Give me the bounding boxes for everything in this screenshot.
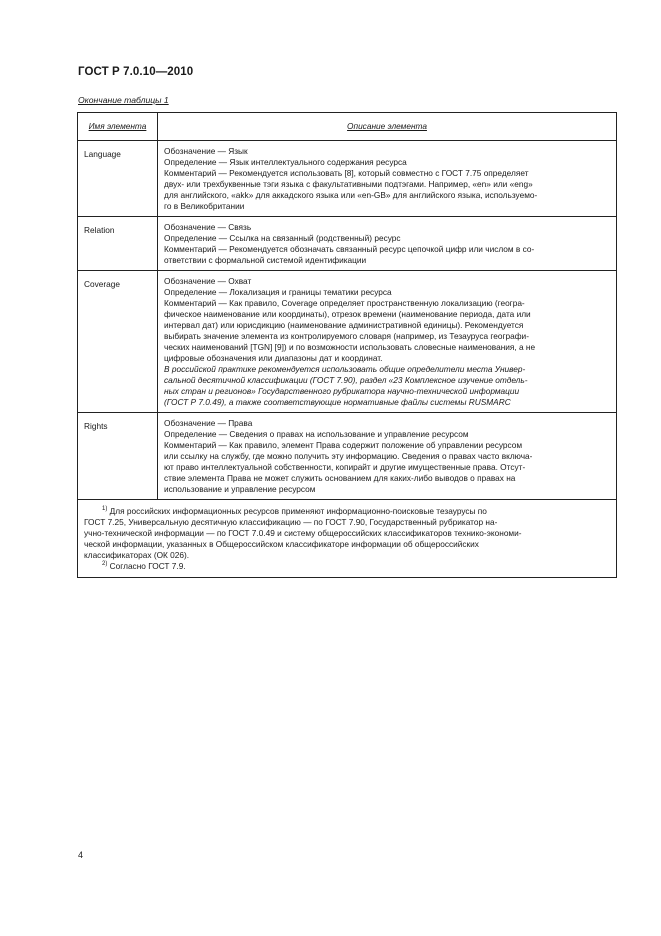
element-description — [158, 271, 617, 413]
elements-table — [77, 112, 617, 578]
description-line: Комментарий — Рекомендуется использовать [8], который совместно с ГОСТ 7.75 определяет — [164, 168, 529, 178]
footnote-text-line: ческой информации, указанных в Общероссийском классификаторе информации об общероссийских — [84, 539, 479, 549]
description-line: ют право интеллектуальной собственности, копирайт и другие имущественные права. Отсут- — [164, 462, 526, 472]
table-row — [78, 413, 617, 500]
footnote-marker: 1) — [102, 506, 108, 513]
description-line: Определение — Сведения о правах на использование и управление ресурсом — [164, 429, 469, 439]
footnote-2 — [84, 561, 611, 572]
element-name: Rights — [78, 413, 158, 500]
footnote-marker: 2) — [102, 561, 108, 568]
description-line: или ссылку на службу, где можно получить эту информацию. Сведения о правах часто включа- — [164, 451, 533, 461]
element-name: Language — [78, 141, 158, 217]
document-header: ГОСТ Р 7.0.10—2010 — [78, 66, 194, 78]
page-number: 4 — [78, 850, 84, 860]
footnote-text-line: классификаторах (ОК 026). — [84, 550, 190, 560]
footnotes — [78, 500, 617, 578]
table-caption: Окончание таблицы 1 — [78, 95, 169, 105]
description-line: го в Великобритании — [164, 201, 245, 211]
element-description — [158, 141, 617, 217]
footnote-text-line: учно-технической информации — по ГОСТ 7.0.49 и систему общероссийских классификаторов технико-экономи- — [84, 528, 522, 538]
column-header-description: Описание элемента — [158, 113, 617, 141]
description-line: ствие элемента Права не может служить основанием для каких-либо выводов о правах на — [164, 473, 516, 483]
description-line: Обозначение — Права — [164, 418, 253, 428]
footnote-text-line: Для российских информационных ресурсов применяют информационно-поисковые тезаурусы по — [109, 506, 487, 516]
russian-practice-line: В российской практике рекомендуется использовать общие определители места Универ- — [164, 364, 526, 374]
table-row — [78, 271, 617, 413]
footnote-text-line: ГОСТ 7.25, Универсальную десятичную классификацию — по ГОСТ 7.90, Государственный рубрикатор на- — [84, 517, 498, 527]
table-row — [78, 217, 617, 271]
russian-practice-line: (ГОСТ Р 7.0.49), а также соответствующие нормативные файлы системы RUSMARC — [164, 397, 511, 407]
footnote-text-line: Согласно ГОСТ 7.9. — [109, 561, 186, 571]
description-line: Обозначение — Охват — [164, 276, 252, 286]
description-line: Обозначение — Связь — [164, 222, 252, 232]
description-line: выбирать значение элемента из контролируемого словаря (например, из Тезауруса географи- — [164, 331, 529, 341]
russian-practice-line: сальной десятичной классификации (ГОСТ 7.90), раздел «23 Комплексное изучение отдель- — [164, 375, 528, 385]
description-line: цифровые обозначения или диапазоны дат и координат. — [164, 353, 383, 363]
description-line: ческих наименований [TGN] [9]) и по возможности использовать словесные наименования, а не — [164, 342, 536, 352]
footnote-1 — [84, 506, 611, 517]
description-line: Комментарий — Как правило, элемент Права содержит положение об управлении ресурсом — [164, 440, 523, 450]
description-line: двух- или трехбуквенные тэги языка с факультативными подтэгами. Например, «en» или «eng» — [164, 179, 533, 189]
column-header-name: Имя элемента — [78, 113, 158, 141]
description-line: Комментарий — Как правило, Coverage определяет пространственную локализацию (геогра- — [164, 298, 525, 308]
description-line: Определение — Ссылка на связанный (родственный) ресурс — [164, 233, 401, 243]
description-line: Определение — Язык интеллектуального содержания ресурса — [164, 157, 407, 167]
element-name: Coverage — [78, 271, 158, 413]
description-line: использование и управление ресурсом — [164, 484, 316, 494]
description-line: Обозначение — Язык — [164, 146, 248, 156]
element-description — [158, 413, 617, 500]
table-row — [78, 141, 617, 217]
description-line: интервал дат) или юрисдикцию (наименование административной единицы). Рекомендуется — [164, 320, 524, 330]
description-line: Комментарий — Рекомендуется обозначать связанный ресурс цепочкой цифр или числом в со- — [164, 244, 535, 254]
table-header-row — [78, 113, 617, 141]
description-line: Определение — Локализация и границы тематики ресурса — [164, 287, 392, 297]
footnotes-row — [78, 500, 617, 578]
description-line: ответствии с формальной системой идентификации — [164, 255, 367, 265]
description-line: для английского, «akk» для аккадского языка или «en-GB» для английского языка, используемо- — [164, 190, 538, 200]
element-description — [158, 217, 617, 271]
russian-practice-line: ных стран и регионов» Государственного рубрикатора научно-технической информации — [164, 386, 520, 396]
description-line: фическое наименование или координаты), отрезок времени (наименование периода, дата или — [164, 309, 531, 319]
element-name: Relation — [78, 217, 158, 271]
